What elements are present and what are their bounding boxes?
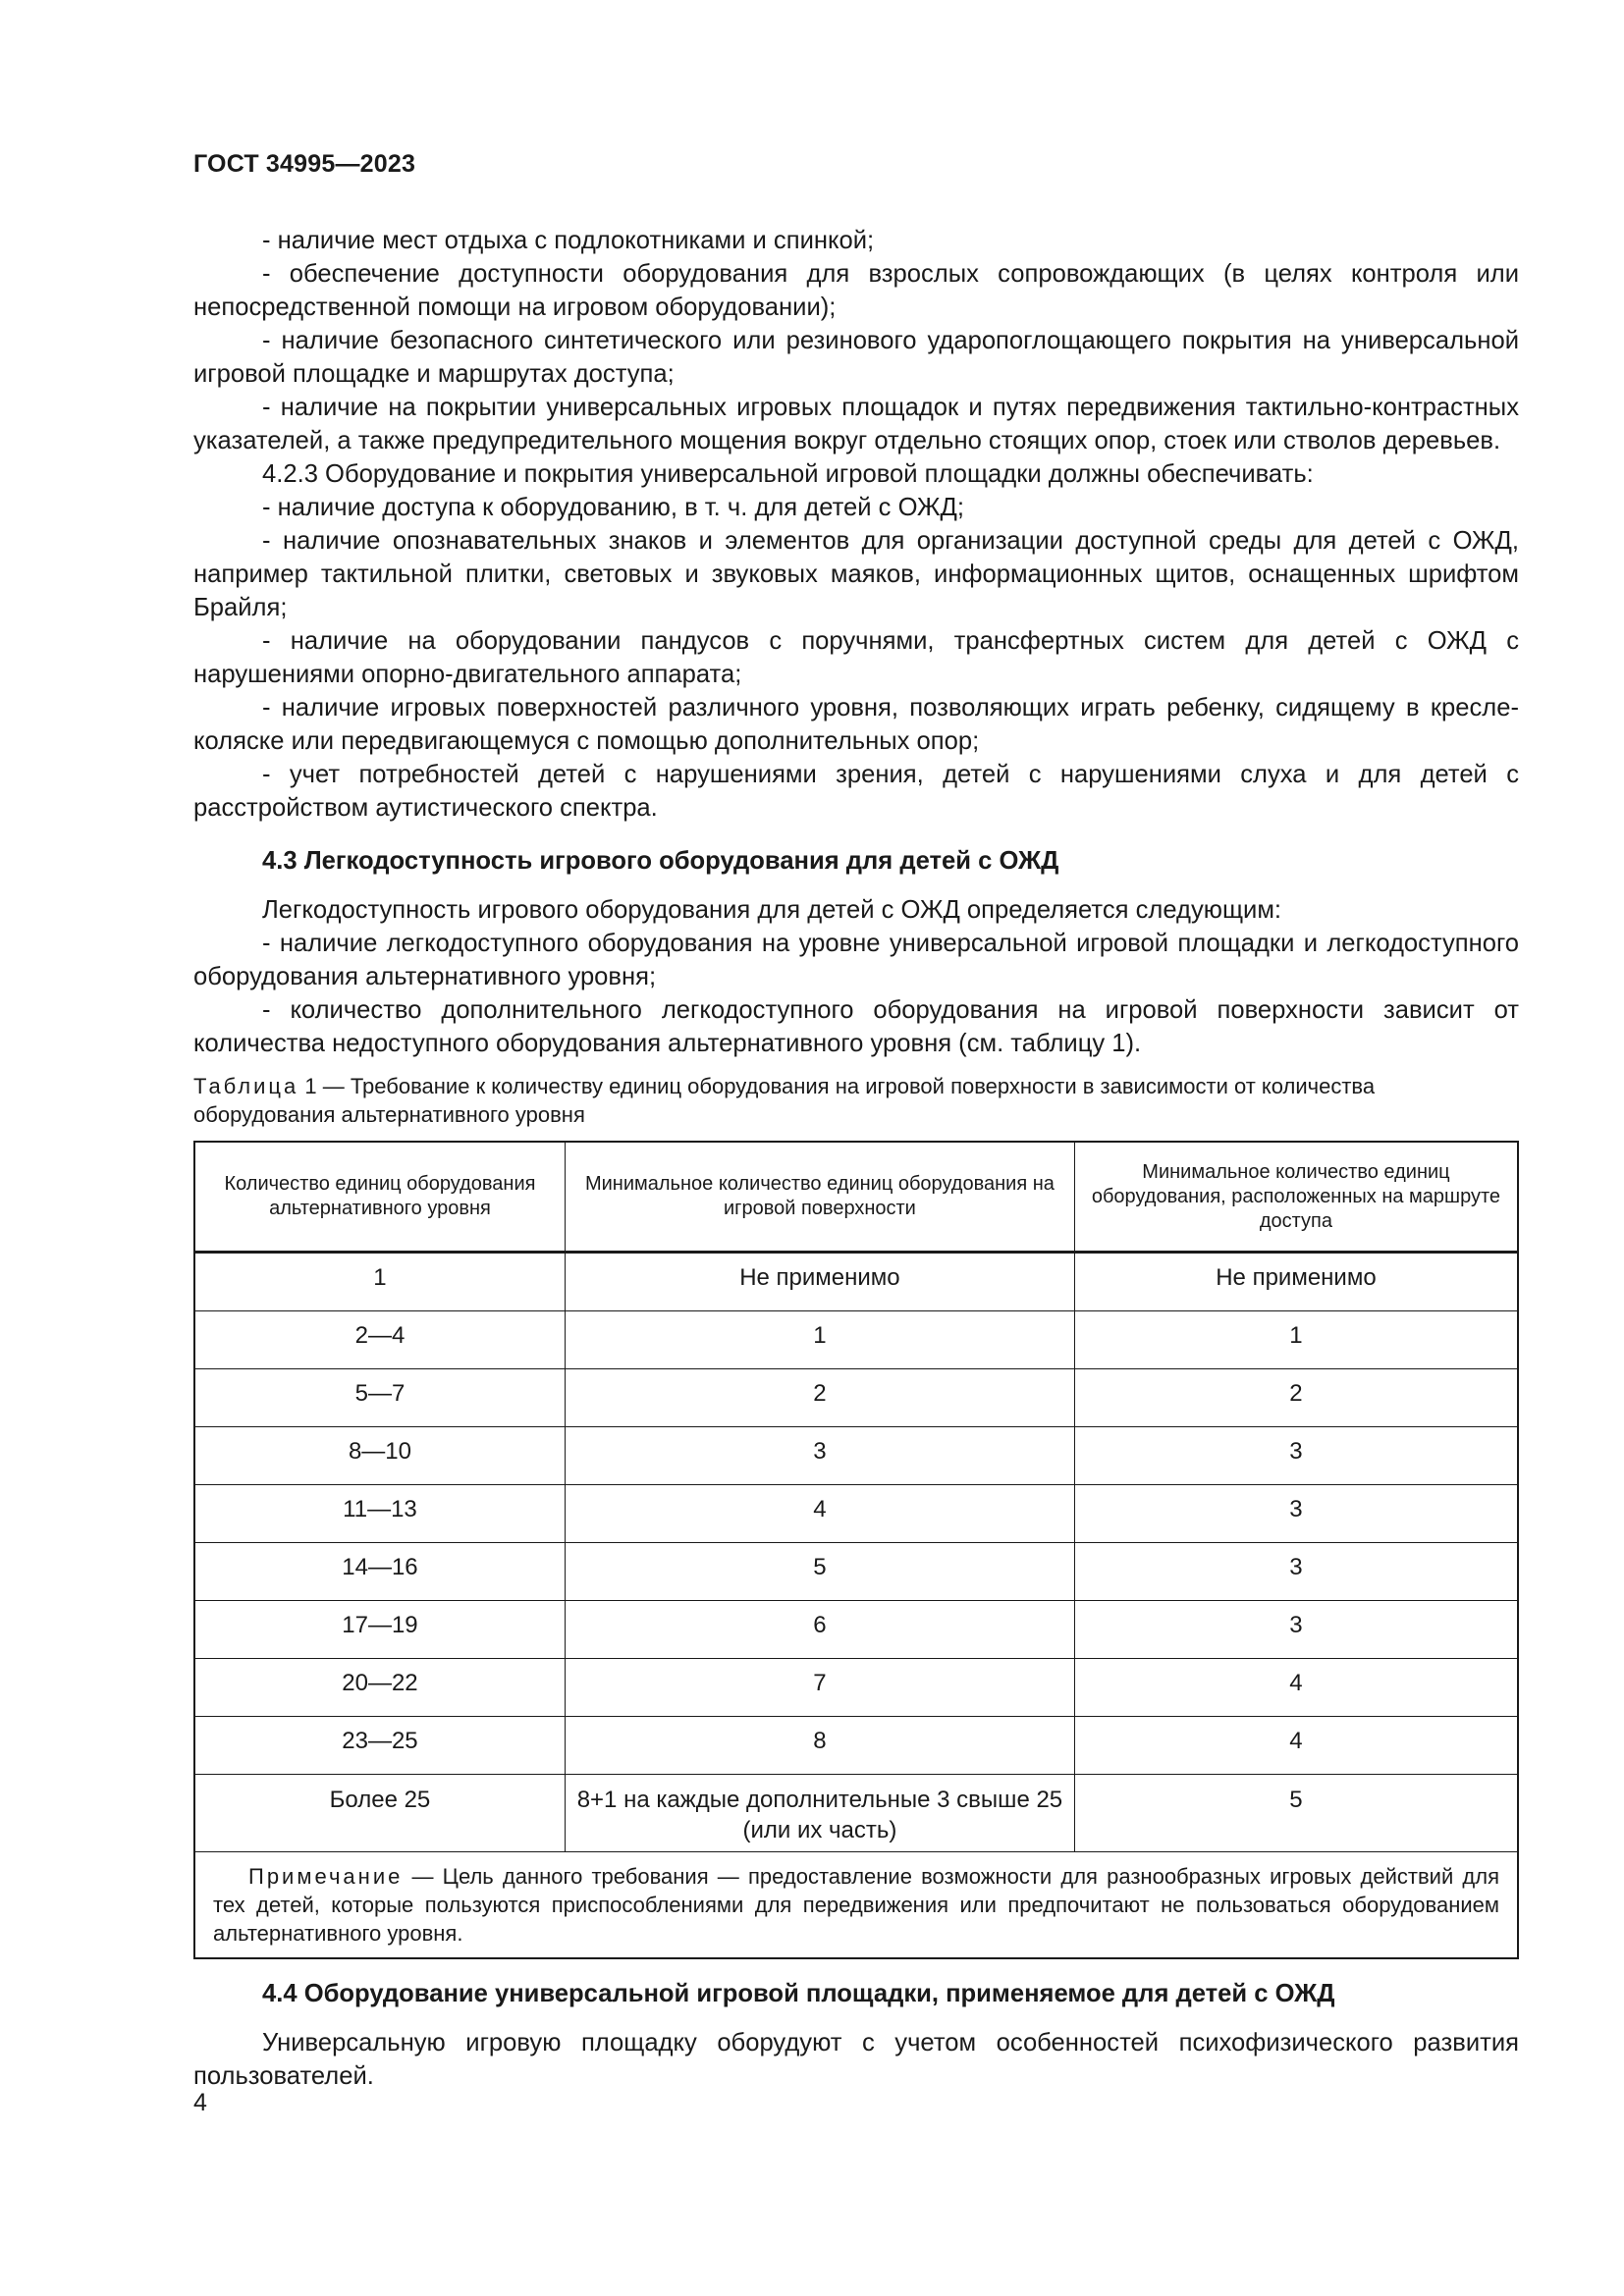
table-cell: 1 xyxy=(194,1253,565,1311)
paragraph: - наличие на оборудовании пандусов с поручнями, трансфертных систем для детей с ОЖД с нарушениями опорно-двигательного аппарата; xyxy=(193,627,1519,688)
table-cell: 23—25 xyxy=(194,1717,565,1775)
table-cell: 5 xyxy=(1074,1775,1518,1852)
table-cell: 8 xyxy=(565,1717,1074,1775)
table-header-row xyxy=(194,1142,1518,1253)
table-row xyxy=(194,1659,1518,1717)
table-cell: 17—19 xyxy=(194,1601,565,1659)
paragraph: - наличие опознавательных знаков и элементов для организации доступной среды для детей с ОЖД, например тактильной плитки, световых и звуковых маяков, информационных щитов, оснащенных шрифтом Брайля; xyxy=(193,527,1519,621)
note-label: Примечание xyxy=(248,1864,404,1889)
paragraph: - обеспечение доступности оборудования для взрослых сопровождающих (в целях контроля или непосредственной помощи на игровом оборудовании); xyxy=(193,260,1519,321)
table-row xyxy=(194,1601,1518,1659)
table-note xyxy=(194,1852,1518,1959)
table-cell: 6 xyxy=(565,1601,1074,1659)
table-note-row xyxy=(194,1852,1518,1959)
table-cell: 4 xyxy=(565,1485,1074,1543)
paragraph: - учет потребностей детей с нарушениями зрения, детей с нарушениями слуха и для детей с расстройством аутистического спектра. xyxy=(193,761,1519,822)
table-cell: 2—4 xyxy=(194,1311,565,1369)
table-caption-text: 1 — Требование к количеству единиц оборудования на игровой поверхности в зависимости от количества оборудования альтернативного уровня xyxy=(193,1074,1376,1127)
table-cell: 8—10 xyxy=(194,1427,565,1485)
table-row xyxy=(194,1427,1518,1485)
table-cell: 8+1 на каждые дополнительные 3 свыше 25 (или их часть) xyxy=(565,1775,1074,1852)
table-cell: Не применимо xyxy=(565,1253,1074,1311)
paragraph: - количество дополнительного легкодоступного оборудования на игровой поверхности зависит от количества недоступного оборудования альтернативного уровня (см. таблицу 1). xyxy=(193,996,1519,1057)
paragraph: - наличие безопасного синтетического или резинового ударопоглощающего покрытия на универсальной игровой площадке и маршрутах доступа; xyxy=(193,327,1519,388)
paragraph: - наличие легкодоступного оборудования на уровне универсальной игровой площадки и легкодоступного оборудования альтернативного уровня; xyxy=(193,930,1519,990)
paragraph: - наличие на покрытии универсальных игровых площадок и путях передвижения тактильно-контрастных указателей, а также предупредительного мощения вокруг отдельно стоящих опор, стоек или стволов деревьев. xyxy=(193,394,1519,454)
note-text: — Цель данного требования — предоставление возможности для разнообразных игровых действий для тех детей, которые пользуются приспособлениями для передвижения или предпочитают не пользоваться оборудованием альтернативного уровня. xyxy=(213,1864,1499,1946)
table-caption xyxy=(193,1072,1519,1129)
table-cell: 3 xyxy=(1074,1601,1518,1659)
table-cell: 3 xyxy=(565,1427,1074,1485)
paragraph: - наличие мест отдыха с подлокотниками и спинкой; xyxy=(262,227,875,254)
column-header: Минимальное количество единиц оборудования на игровой поверхности xyxy=(565,1142,1074,1253)
column-header: Количество единиц оборудования альтернативного уровня xyxy=(194,1142,565,1253)
paragraph: Универсальную игровую площадку оборудуют с учетом особенностей психофизического развития пользователей. xyxy=(193,2029,1519,2090)
table-cell: 20—22 xyxy=(194,1659,565,1717)
table-cell: 11—13 xyxy=(194,1485,565,1543)
table-cell: 1 xyxy=(1074,1311,1518,1369)
document-header: ГОСТ 34995—2023 xyxy=(193,150,416,178)
table-row xyxy=(194,1253,1518,1311)
table-cell: 1 xyxy=(565,1311,1074,1369)
paragraph: - наличие доступа к оборудованию, в т. ч. для детей с ОЖД; xyxy=(262,494,964,521)
table-row xyxy=(194,1775,1518,1852)
table-cell: 3 xyxy=(1074,1485,1518,1543)
table-cell: 4 xyxy=(1074,1717,1518,1775)
section-heading-4-3: 4.3 Легкодоступность игрового оборудования для детей с ОЖД xyxy=(262,847,1059,875)
page-number: 4 xyxy=(193,2089,207,2116)
table-cell: 2 xyxy=(1074,1369,1518,1427)
paragraph: - наличие игровых поверхностей различного уровня, позволяющих играть ребенку, сидящему в кресле-коляске или передвигающемуся с помощью дополнительных опор; xyxy=(193,694,1519,755)
body-text xyxy=(193,224,1519,2093)
table-row xyxy=(194,1311,1518,1369)
requirements-table xyxy=(193,1141,1519,1959)
table-cell: 5—7 xyxy=(194,1369,565,1427)
table-row xyxy=(194,1485,1518,1543)
table-cell: Не применимо xyxy=(1074,1253,1518,1311)
clause-4-2-3: 4.2.3 Оборудование и покрытия универсальной игровой площадки должны обеспечивать: xyxy=(262,460,1314,488)
table-cell: 14—16 xyxy=(194,1543,565,1601)
paragraph: Легкодоступность игрового оборудования для детей с ОЖД определяется следующим: xyxy=(262,896,1282,924)
table-cell: Более 25 xyxy=(194,1775,565,1852)
table-cell: 7 xyxy=(565,1659,1074,1717)
table-row xyxy=(194,1717,1518,1775)
table-row xyxy=(194,1369,1518,1427)
table-row xyxy=(194,1543,1518,1601)
table-cell: 3 xyxy=(1074,1427,1518,1485)
table-cell: 5 xyxy=(565,1543,1074,1601)
column-header: Минимальное количество единиц оборудования, расположенных на маршруте доступа xyxy=(1074,1142,1518,1253)
table-cell: 2 xyxy=(565,1369,1074,1427)
table-cell: 4 xyxy=(1074,1659,1518,1717)
section-heading-4-4: 4.4 Оборудование универсальной игровой площадки, применяемое для детей с ОЖД xyxy=(262,1980,1335,2007)
table-caption-label: Таблица xyxy=(193,1074,299,1098)
table-cell: 3 xyxy=(1074,1543,1518,1601)
